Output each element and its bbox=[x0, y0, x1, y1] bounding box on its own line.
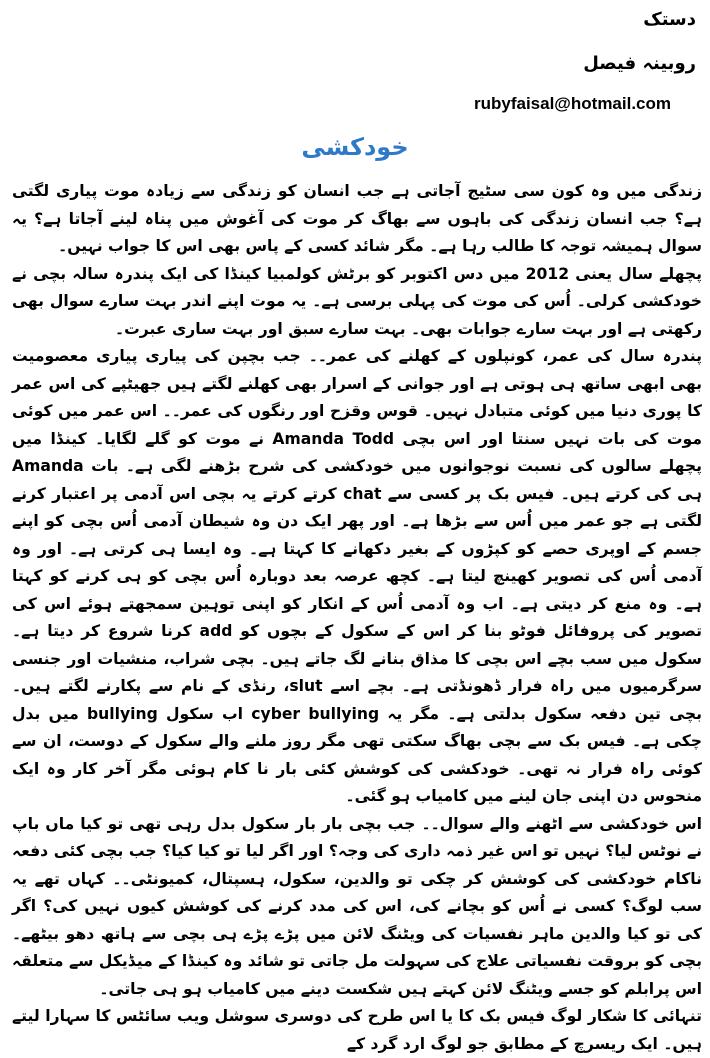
paragraph: اس خودکشی سے اٹھنے والے سوال۔۔ جب بچی بار بار سکول بدل رہی تھی تو کیا ماں باپ نے نوٹس لیا؟ نہیں تو اس غیر ذمہ داری کی وجہ؟ اور اگر لیا تو کیا کیا؟ جب بچی کئی دفعہ ناکام خودکشی کی کوشش کر چکی تو والدین، سکول، ہسپتال، کمیونٹی۔۔ کہاں تھے یہ سب لوگ؟ کسی نے اُس کو بچانے کی، اس کی مدد کرنے کی کوشش کیوں نہیں کی؟ اگر کی تو کیا والدین ماہر نفسیات کی ویٹنگ لائن میں پڑے پڑے ہی بچی سے ہاتھ دھو بیٹھے۔ بچی کو بروقت نفسیاتی علاج کی سہولت مل جاتی تو شائد وہ کینڈا کے میڈیکل سے متعلقہ اس پرابلم کو جسے ویٹنگ لائن کہتے ہیں شکست دینے میں کامیاب ہو ہی جاتی۔ bbox=[12, 814, 702, 998]
paragraph: پندرہ سال کی عمر، کونپلوں کے کھلنے کی عمر۔۔ جب بچپن کی پیاری پیاری معصومیت بھی ابھی ساتھ ہی ہوتی ہے اور جوانی کے اسرار بھی کھلنے لگتے ہیں جھیٹپے کی اس عمر کا پوری دنیا میں کوئی متبادل نہیں۔ قوس وقزح اور رنگوں کی عمر۔۔ اس عمر میں کوئی موت کی بات نہیں سنتا اور اس بچی Amanda Todd نے موت کو گلے لگایا۔ کینڈا میں پچھلے سالوں کی نسبت نوجوانوں میں خودکشی کی شرح بڑھنے لگی ہے۔ بات Amanda ہی کی کرتے ہیں۔ فیس بک پر کسی سے chat کرتے کرتے یہ بچی اس آدمی پر اعتبار کرنے لگتی ہے جو عمر میں اُس سے بڑھا ہے۔ اور پھر ایک دن وہ شیطان آدمی اُس بچی کو اپنے جسم کے اوپری حصے کو کپڑوں کے بغیر دکھانے کا کہتا ہے۔ وہ ایسا ہی کرتی ہے۔ اور وہ آدمی اُس کی تصویر کھینچ لیتا ہے۔ کچھ عرصہ بعد دوبارہ اُس بچی کو ہی کرنے کو کہتا ہے۔ وہ منع کر دیتی ہے۔ اب وہ آدمی اُس کے انکار کو اپنی توہین سمجھتے ہوئے اس کی تصویر کی پروفائل فوٹو بنا کر اس کے سکول کے بچوں کو add کرنا شروع کر دیتا ہے۔ سکول میں سب بچے اس بچی کا مذاق بنانے لگ جاتے ہیں۔ بچی شراب، منشیات اور جنسی سرگرمیوں میں راہ فرار ڈھونڈتی ہے۔ بچے اسے slut، رنڈی کے نام سے پکارنے لگتے ہیں۔ بچی تین دفعہ سکول بدلتی ہے۔ مگر یہ cyber bullying اب سکول bullying میں بدل چکی ہے۔ فیس بک سے بچی بھاگ سکتی تھی مگر روز ملنے والے سکول کے دوست، ان سے کوئی راہ فرار نہ تھی۔ خودکشی کی کوشش کئی بار نا کام ہوئی مگر آخر کار وہ ایک منحوس دن اپنی جان لینے میں کامیاب ہو گئی۔ bbox=[12, 347, 703, 805]
paragraph: زندگی میں وہ کون سی سٹیج آجاتی ہے جب انسان کو زندگی سے زیادہ موت پیاری لگتی ہے؟ جب انسان زندگی کی باہوں سے بھاگ کر موت کی آغوش میں پناہ لینے آجاتا ہے؟ یہ سوال ہمیشہ توجہ کا طالب رہا ہے۔ مگر شائد کسی کے پاس بھی اس کا جواب نہیں۔ bbox=[12, 182, 702, 255]
article-title: خودکشی bbox=[301, 133, 409, 161]
author-email[interactable]: rubyfaisal@hotmail.com bbox=[474, 94, 672, 113]
author-name: روبینہ فیصل bbox=[583, 53, 696, 74]
column-name: دستک bbox=[643, 9, 696, 30]
article-header bbox=[583, 8, 696, 76]
paragraph: تنہائی کا شکار لوگ فیس بک کا یا اس طرح کی دوسری سوشل ویب سائٹس کا سہارا لیتے ہیں۔ ایک ریسرچ کے مطابق جو لوگ ارد گرد کے bbox=[12, 1007, 702, 1053]
article-body bbox=[12, 178, 702, 1058]
paragraph: پچھلے سال یعنی 2012 میں دس اکتوبر کو برٹش کولمبیا کینڈا کی ایک پندرہ سالہ بچی نے خودکشی کرلی۔ اُس کی موت کی پہلی برسی ہے۔ یہ موت اپنے اندر بہت سارے سوال بھی رکھتی ہے اور بہت سارے جوابات بھی۔ بہت سارے سبق اور بہت ساری عبرت۔ bbox=[12, 264, 702, 338]
